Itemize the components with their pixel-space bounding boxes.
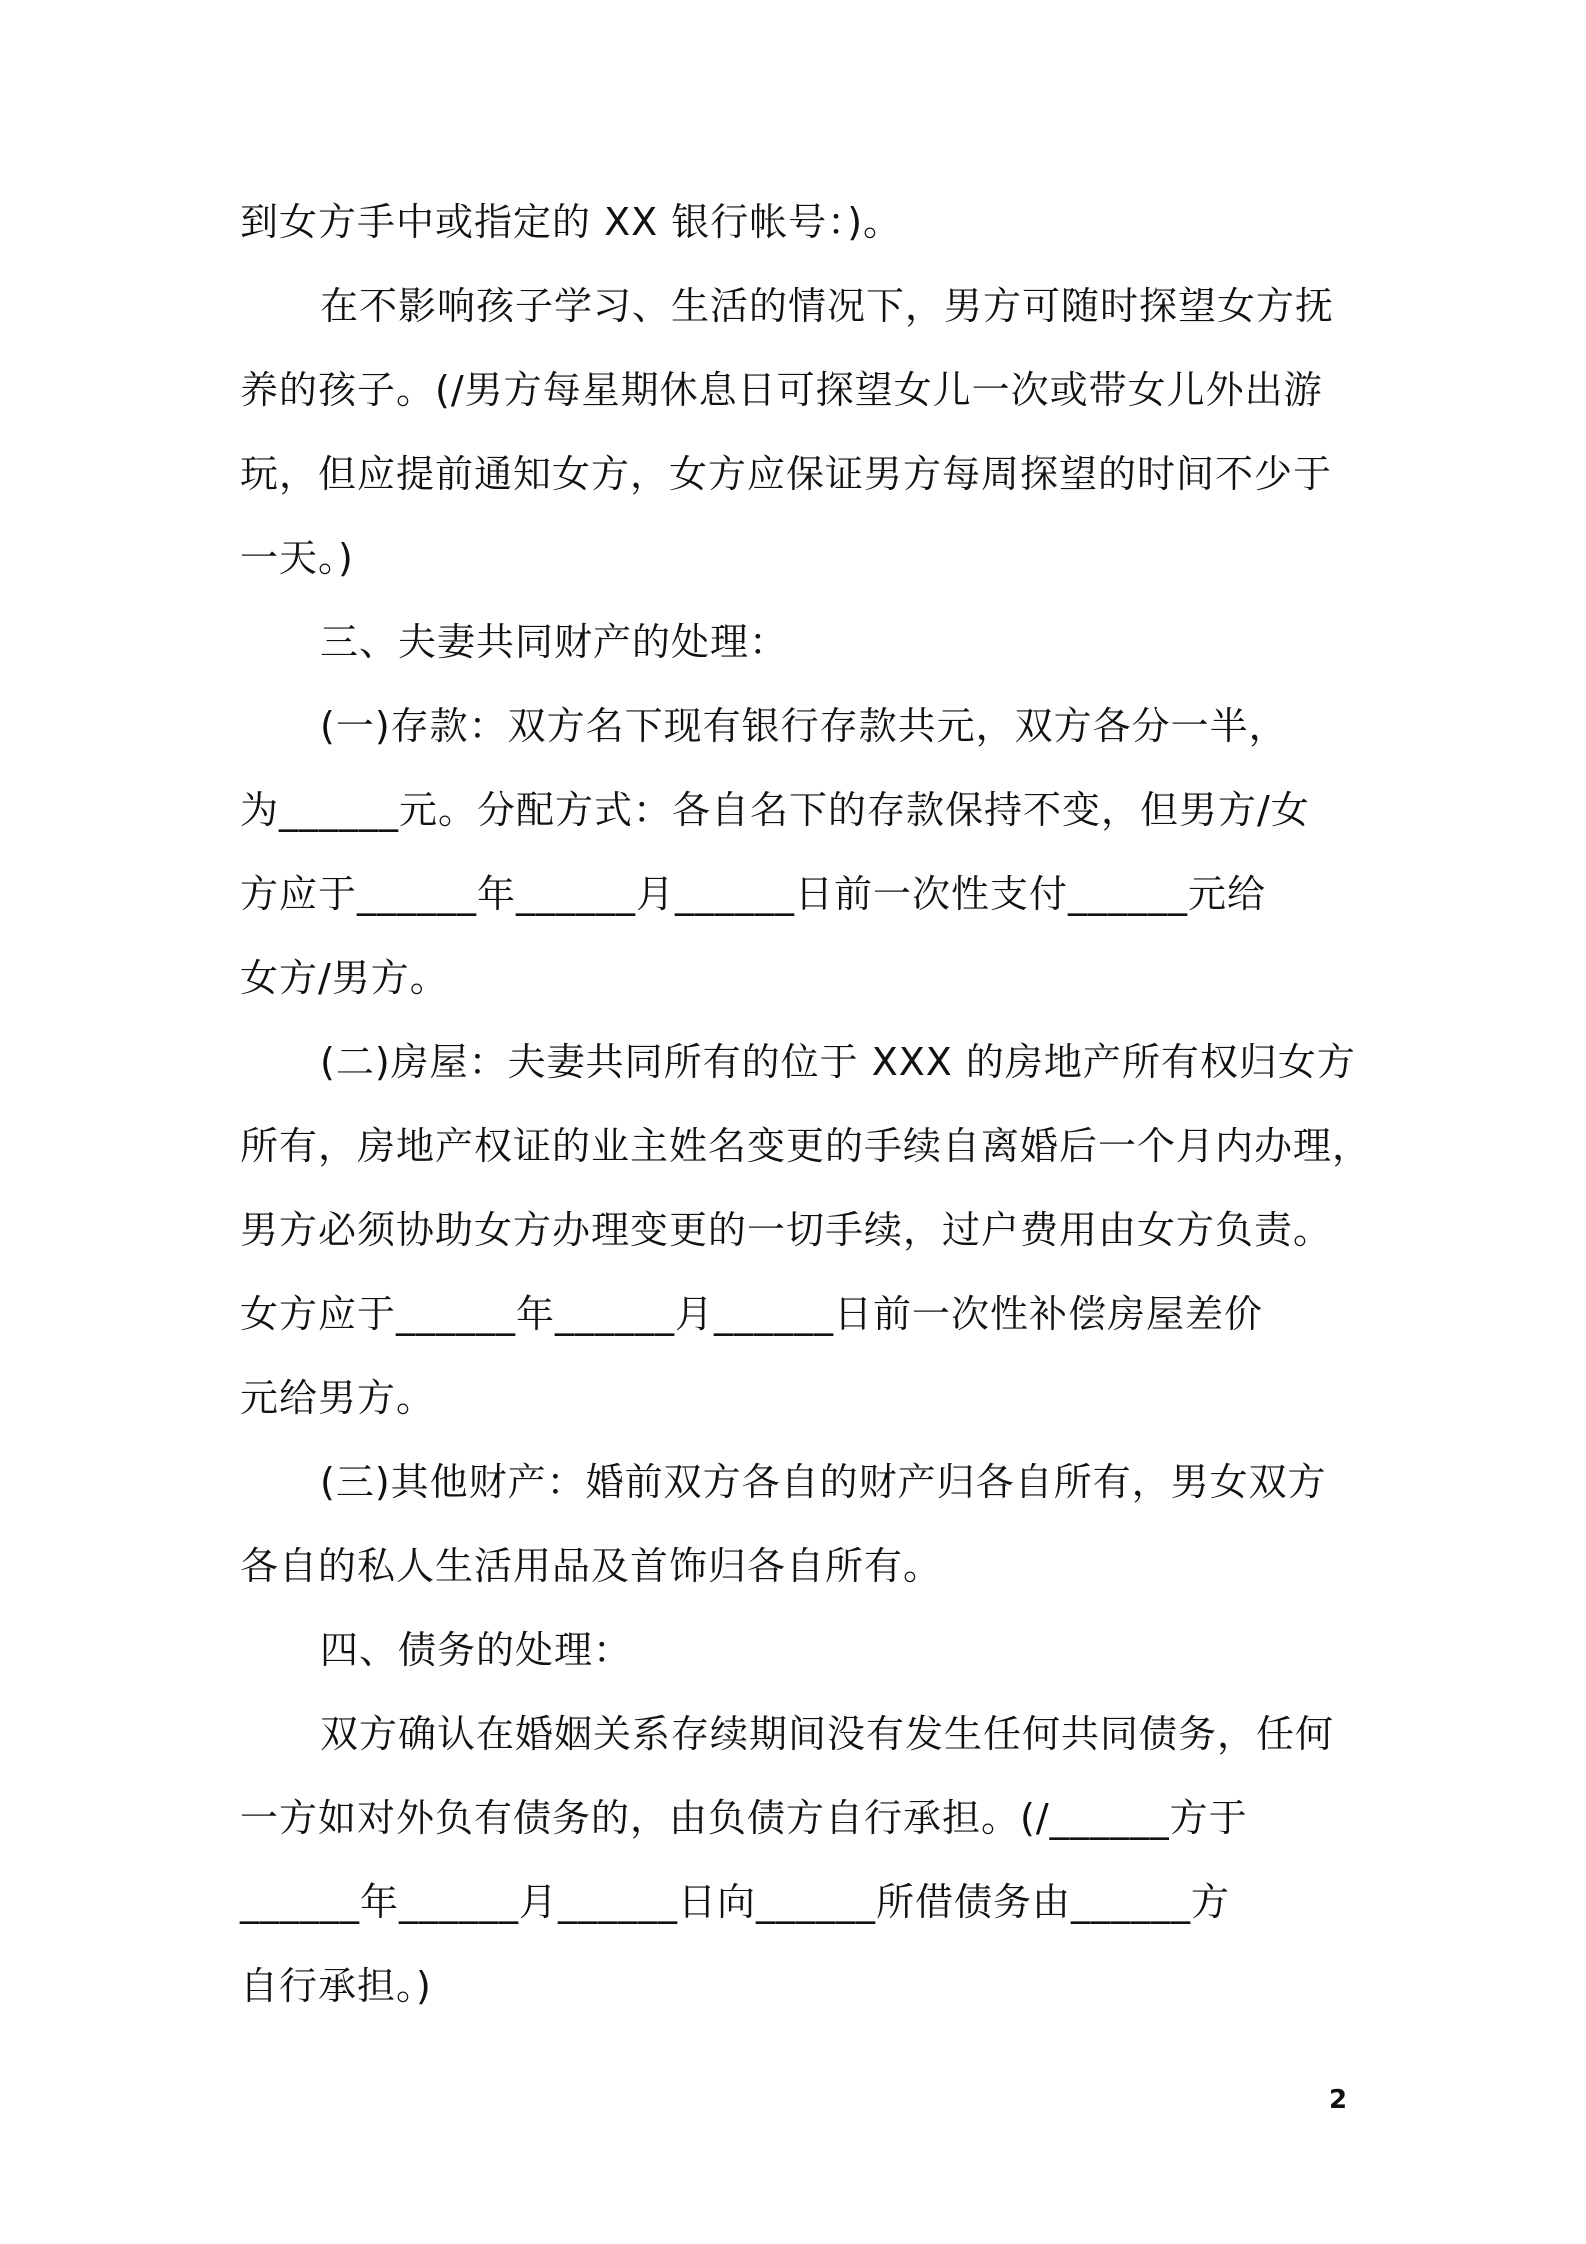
text-line: 在不影响孩子学习、生活的情况下，男方可随时探望女方抚 [320,284,1335,328]
text-line: 自行承担。) [240,1964,432,2008]
text-line: 所有，房地产权证的业主姓名变更的手续自离婚后一个月内办理， [240,1124,1372,1168]
text-line: 一天。) [240,536,354,580]
text-line: 各自的私人生活用品及首饰归各自所有。 [240,1544,943,1588]
text-line: 养的孩子。(/男方每星期休息日可探望女儿一次或带女儿外出游 [240,368,1323,412]
text-line: (一)存款：双方名下现有银行存款共元，双方各分一半， [320,704,1288,748]
page-number: 2 [1328,2085,1348,2115]
text-line: 为______元。分配方式：各自名下的存款保持不变，但男方/女 [240,788,1310,832]
text-line: 方应于______年______月______日前一次性支付______元给 [240,872,1267,916]
text-line: 元给男方。 [240,1376,436,1420]
text-line: (二)房屋：夫妻共同所有的位于 XXX 的房地产所有权归女方 [320,1040,1356,1084]
text-line: ______年______月______日向______所借债务由______方 [240,1880,1231,1924]
text-line: 双方确认在婚姻关系存续期间没有发生任何共同债务，任何 [320,1712,1335,1756]
text-line: (三)其他财产：婚前双方各自的财产归各自所有，男女双方 [320,1460,1327,1504]
text-line: 玩，但应提前通知女方，女方应保证男方每周探望的时间不少于 [240,452,1333,496]
text-line: 男方必须协助女方办理变更的一切手续，过户费用由女方负责。 [240,1208,1333,1252]
section-heading: 四、债务的处理： [320,1628,633,1672]
text-line: 到女方手中或指定的 XX 银行帐号：)。 [240,200,903,244]
text-line: 女方应于______年______月______日前一次性补偿房屋差价 [240,1292,1264,1336]
text-line: 女方/男方。 [240,956,449,1000]
document-body [240,180,1372,2028]
section-heading: 三、夫妻共同财产的处理： [320,620,789,664]
text-line: 一方如对外负有债务的，由负债方自行承担。(/______方于 [240,1796,1248,1840]
